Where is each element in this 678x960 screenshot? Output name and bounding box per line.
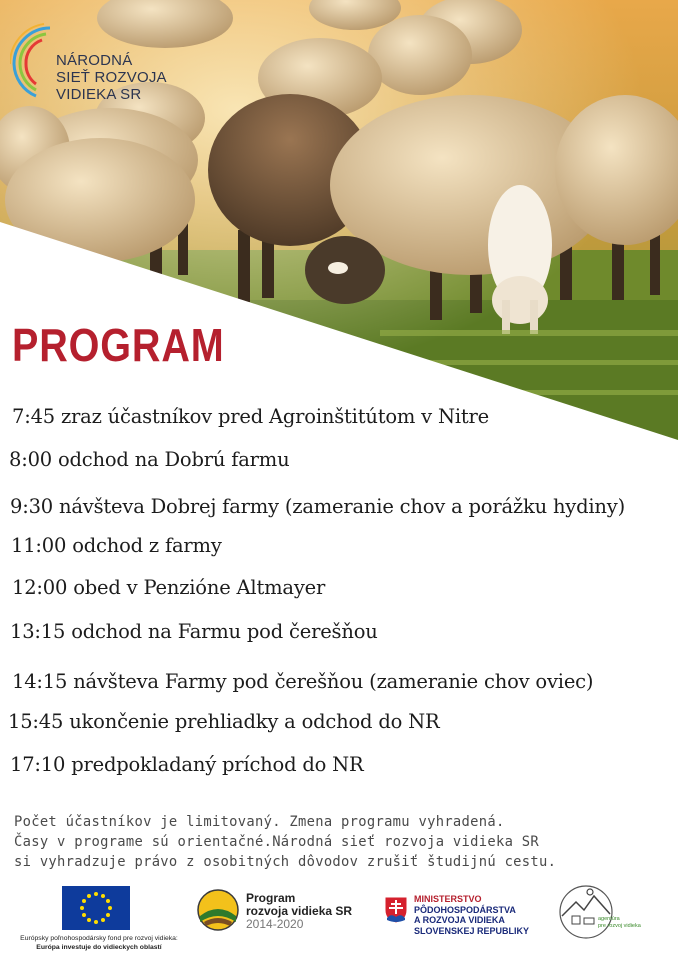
prv-logo bbox=[196, 888, 366, 938]
agency-emblem-icon bbox=[554, 882, 624, 940]
slovak-coat-of-arms-icon bbox=[384, 896, 408, 924]
footer-logos bbox=[0, 880, 678, 960]
schedule-item: 15:45 ukončenie prehliadky a odchod do NR bbox=[8, 710, 440, 733]
prv-text: Program rozvoja vidieka SR 2014-2020 bbox=[246, 891, 353, 931]
schedule-item: 9:30 návšteva Dobrej farmy (zameranie chov a porážku hydiny) bbox=[10, 495, 626, 518]
agency-logo bbox=[554, 882, 650, 942]
brand-name: NÁRODNÁ SIEŤ ROZVOJA VIDIEKA SR bbox=[56, 52, 167, 103]
schedule-item: 7:45 zraz účastníkov pred Agroinštitútom v Nitre bbox=[12, 405, 489, 428]
schedule-item: 17:10 predpokladaný príchod do NR bbox=[10, 753, 364, 776]
eu-flag-icon bbox=[62, 886, 130, 930]
ministry-text: MINISTERSTVO PÔDOHOSPODÁRSTVA A ROZVOJA VIDIEKA SLOVENSKEJ REPUBLIKY bbox=[414, 894, 530, 936]
program-title: PROGRAM bbox=[12, 319, 225, 371]
eu-caption: Európsky poľnohospodársky fond pre rozvoj vidieka: Európa investuje do vidieckych oblastí bbox=[20, 935, 178, 951]
agency-text: agentúra pre rozvoj vidieka bbox=[598, 916, 641, 929]
schedule-item: 14:15 návšteva Farmy pod čerešňou (zameranie chov oviec) bbox=[12, 670, 594, 693]
arc-logo-icon bbox=[10, 22, 56, 102]
prv-emblem-icon bbox=[196, 888, 240, 932]
schedule-item: 12:00 obed v Penzióne Altmayer bbox=[12, 576, 326, 599]
schedule-item: 13:15 odchod na Farmu pod čerešňou bbox=[10, 620, 378, 643]
schedule-item: 11:00 odchod z farmy bbox=[11, 534, 222, 557]
ministry-logo bbox=[384, 890, 544, 940]
nsrv-logo bbox=[10, 22, 200, 122]
eu-stars-icon bbox=[62, 886, 130, 930]
hero-photo bbox=[0, 0, 678, 440]
schedule-item: 8:00 odchod na Dobrú farmu bbox=[9, 448, 290, 471]
disclaimer-note: Počet účastníkov je limitovaný. Zmena programu vyhradená. Časy v programe sú orientačné.Národná sieť rozvoja vidieka SR si vyhradzuje právo z osobitných dôvodov zrušiť študijnú cestu. bbox=[14, 814, 557, 870]
